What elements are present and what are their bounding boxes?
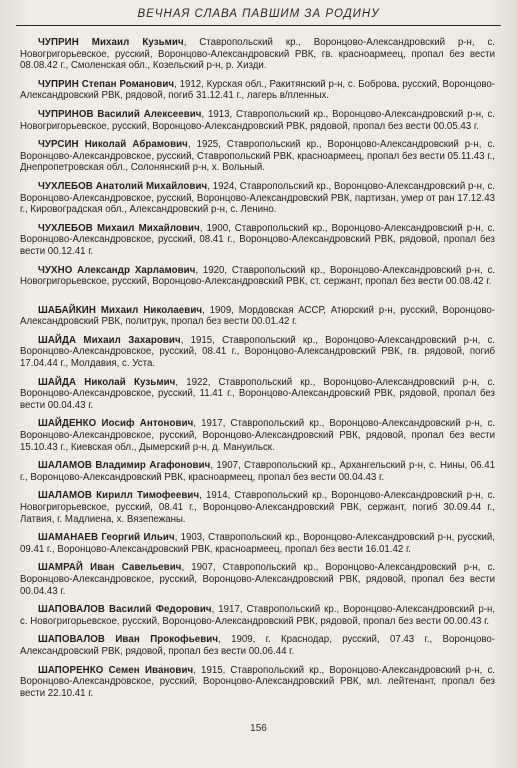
entry-text: , 1909, Мордовская АССР, Атюрский р-н, русский, Воронцово-Александровский РВК, политрук, пропал без вести 00.01.42 г. (20, 304, 495, 328)
entry-name: ЧУХЛЕБОВ Анатолий Михайлович (38, 180, 208, 192)
entry-text: , 1917, Ставропольский кр., Воронцово-Александровский р-н, с. Воронцово-Александровское, русский, Воронцово-Александровский РВК, рядовой, пропал без вести 15.10.43 г., Киевская обл., Дымерский р-н, д. Мануильск. (20, 418, 495, 453)
list-item (20, 460, 495, 483)
entry-text: , 1924, Ставропольский кр., Воронцово-Александровский р-н, с. Воронцово-Александровское, русский, Воронцово-Александровский РВК, партизан, умер от ран 17.12.43 г., Кировоградская обл., Александровский р-н, с. Ленино. (20, 180, 495, 216)
entry-name: ШАЙДЕНКО Иосиф Антонович (38, 418, 194, 430)
entry-name: ШАЙДА Николай Кузьмич (38, 376, 176, 388)
entry-name: ЧУПРИНОВ Василий Алексеевич (38, 108, 202, 120)
entry-name: ШАЙДА Михаил Захарович (38, 334, 181, 346)
entry-text: , 1903, Ставропольский кр., Воронцово-Александровский р-н, русский, 09.41 г., Воронцово-Александровский РВК, красноармеец, пропал без вести 16.01.42 г. (20, 532, 495, 555)
list-item (20, 604, 495, 627)
entry-name: ШАБАЙКИН Михаил Николаевич (38, 304, 203, 316)
list-item (20, 265, 495, 288)
entry-name: ЧУПРИН Степан Романович (38, 78, 175, 90)
page-number: 156 (250, 723, 267, 734)
list-item (20, 139, 495, 174)
entry-text: , 1925, Ставропольский кр., Воронцово-Александровский р-н, с. Воронцово-Александровское, русский, Ставропольский РВК, красноармеец, пропал без вести 05.11.43 г., Днепропетровская обл., Солонянский р-н, х. Вольный. (20, 139, 495, 174)
entry-name: ЧУХЛЕБОВ Михаил Михайлович (38, 222, 200, 234)
list-item (20, 109, 495, 132)
entry-name: ШАПОВАЛОВ Иван Прокофьевич (38, 634, 219, 646)
list-item (20, 665, 495, 700)
entry-text: , 1914, Ставропольский кр., Воронцово-Александровский р-н, с. Новогригорьевское, русский, 08.41 г., Воронцово-Александровский РВК, сержант, погиб 30.09.44 г., Латвия, г. Мадлиена, х. Вязепежаны. (20, 490, 495, 525)
entry-text: , 1912, Курская обл., Ракитянский р-н, с. Боброва, русский, Воронцово-Александровский РВК, рядовой, погиб 31.12.41 г., лагерь в/пленных. (20, 78, 495, 102)
entry-text: , 1909, г. Краснодар, русский, 07.43 г., Воронцово-Александровский РВК, рядовой, пропал без вести 00.06.44 г. (20, 634, 495, 657)
entry-name: ШАЛАМОВ Владимир Агафонович (38, 460, 211, 472)
list-item (20, 223, 495, 258)
list-item (20, 418, 495, 453)
entry-name: ЧУПРИН Михаил Кузьмич (38, 37, 184, 48)
entry-name: ШАМРАЙ Иван Савельевич (38, 562, 182, 574)
list-item (20, 37, 495, 72)
entry-list (20, 37, 495, 706)
entry-text: , 1920, Ставропольский кр., Воронцово-Александровский р-н, с. Новогригорьевское, русский, Воронцово-Александровский РВК, ст. сержант, пропал без вести 00.08.42 г. (20, 264, 495, 288)
list-item (20, 305, 495, 328)
entry-text: , 1915, Ставропольский кр., Воронцово-Александровский р-н, с. Воронцово-Александровское, русский, 08.41 г., Воронцово-Александровский РВК, гв. рядовой, погиб 17.04.44 г., Молдавия, с. Уста. (20, 334, 495, 370)
running-title: ВЕЧНАЯ СЛАВА ПАВШИМ ЗА РОДИНУ (137, 8, 380, 20)
entry-name: ШАПОРЕНКО Семен Иванович (38, 664, 194, 676)
entry-text: , 1917, Ставропольский кр., Воронцово-Александровский р-н, с. Новогригорьевское, русский, Воронцово-Александровский РВК, рядовой, пропал без вести 00.00.43 г. (20, 604, 496, 627)
list-item (20, 634, 495, 657)
entry-text: , 1907, Ставропольский кр., Воронцово-Александровский р-н, с. Воронцово-Александровское, русский, Воронцово-Александровский РВК, рядовой, пропал без вести 00.04.43 г. (20, 562, 495, 597)
entry-name: ЧУРСИН Николай Абрамович (38, 139, 188, 151)
entry-text: , 1922, Ставропольский кр., Воронцово-Александровский р-н, с. Воронцово-Александровское, русский, 11.41 г., Воронцово-Александровский РВК, рядовой, пропал без вести 00.04.43 г. (20, 376, 495, 411)
list-item (20, 377, 495, 412)
list-item (20, 181, 495, 216)
entry-text: , Ставропольский кр., Воронцово-Александровский р-н, с. Новогригорьевское, русский, Воронцово-Александровский РВК, гв. красноармеец, пропал без вести 08.08.42 г., Смоленская обл., Козельский р-н, р. Хизди. (20, 37, 495, 72)
list-item (20, 490, 495, 525)
entry-name: ШАМАНАЕВ Георгий Ильич (38, 532, 175, 544)
entry-text: , 1900, Ставропольский кр., Воронцово-Александровский р-н, с. Воронцово-Александровское, русский, 08.41 г., Воронцово-Александровский РВК, рядовой, пропал без вести 00.12.41 г. (20, 222, 495, 257)
list-item (20, 562, 495, 597)
entry-name: ЧУХНО Александр Харламович (38, 264, 196, 276)
header-rule (16, 25, 501, 26)
list-item (20, 79, 495, 102)
entry-text: , 1907, Ставропольский кр., Архангельский р-н, с. Нины, 06.41 г., Воронцово-Александровский РВК, красноармеец, пропал без вести 00.04.43 г. (20, 460, 495, 483)
list-item (20, 335, 495, 370)
entry-text: , 1915, Ставропольский кр., Воронцово-Александровский р-н, с. Воронцово-Александровское, русский, Воронцово-Александровский РВК, мл. лейтенант, пропал без вести 22.10.41 г. (20, 664, 495, 699)
entry-name: ШАПОВАЛОВ Василий Федорович (38, 604, 212, 616)
entry-name: ШАЛАМОВ Кирилл Тимофеевич (38, 490, 200, 502)
list-item (20, 532, 495, 555)
entry-text: , 1913, Ставропольский кр., Воронцово-Александровский р-н, с. Новогригорьевское, русский, Воронцово-Александровский РВК, рядовой, пропал без вести 00.05.43 г. (20, 108, 495, 132)
